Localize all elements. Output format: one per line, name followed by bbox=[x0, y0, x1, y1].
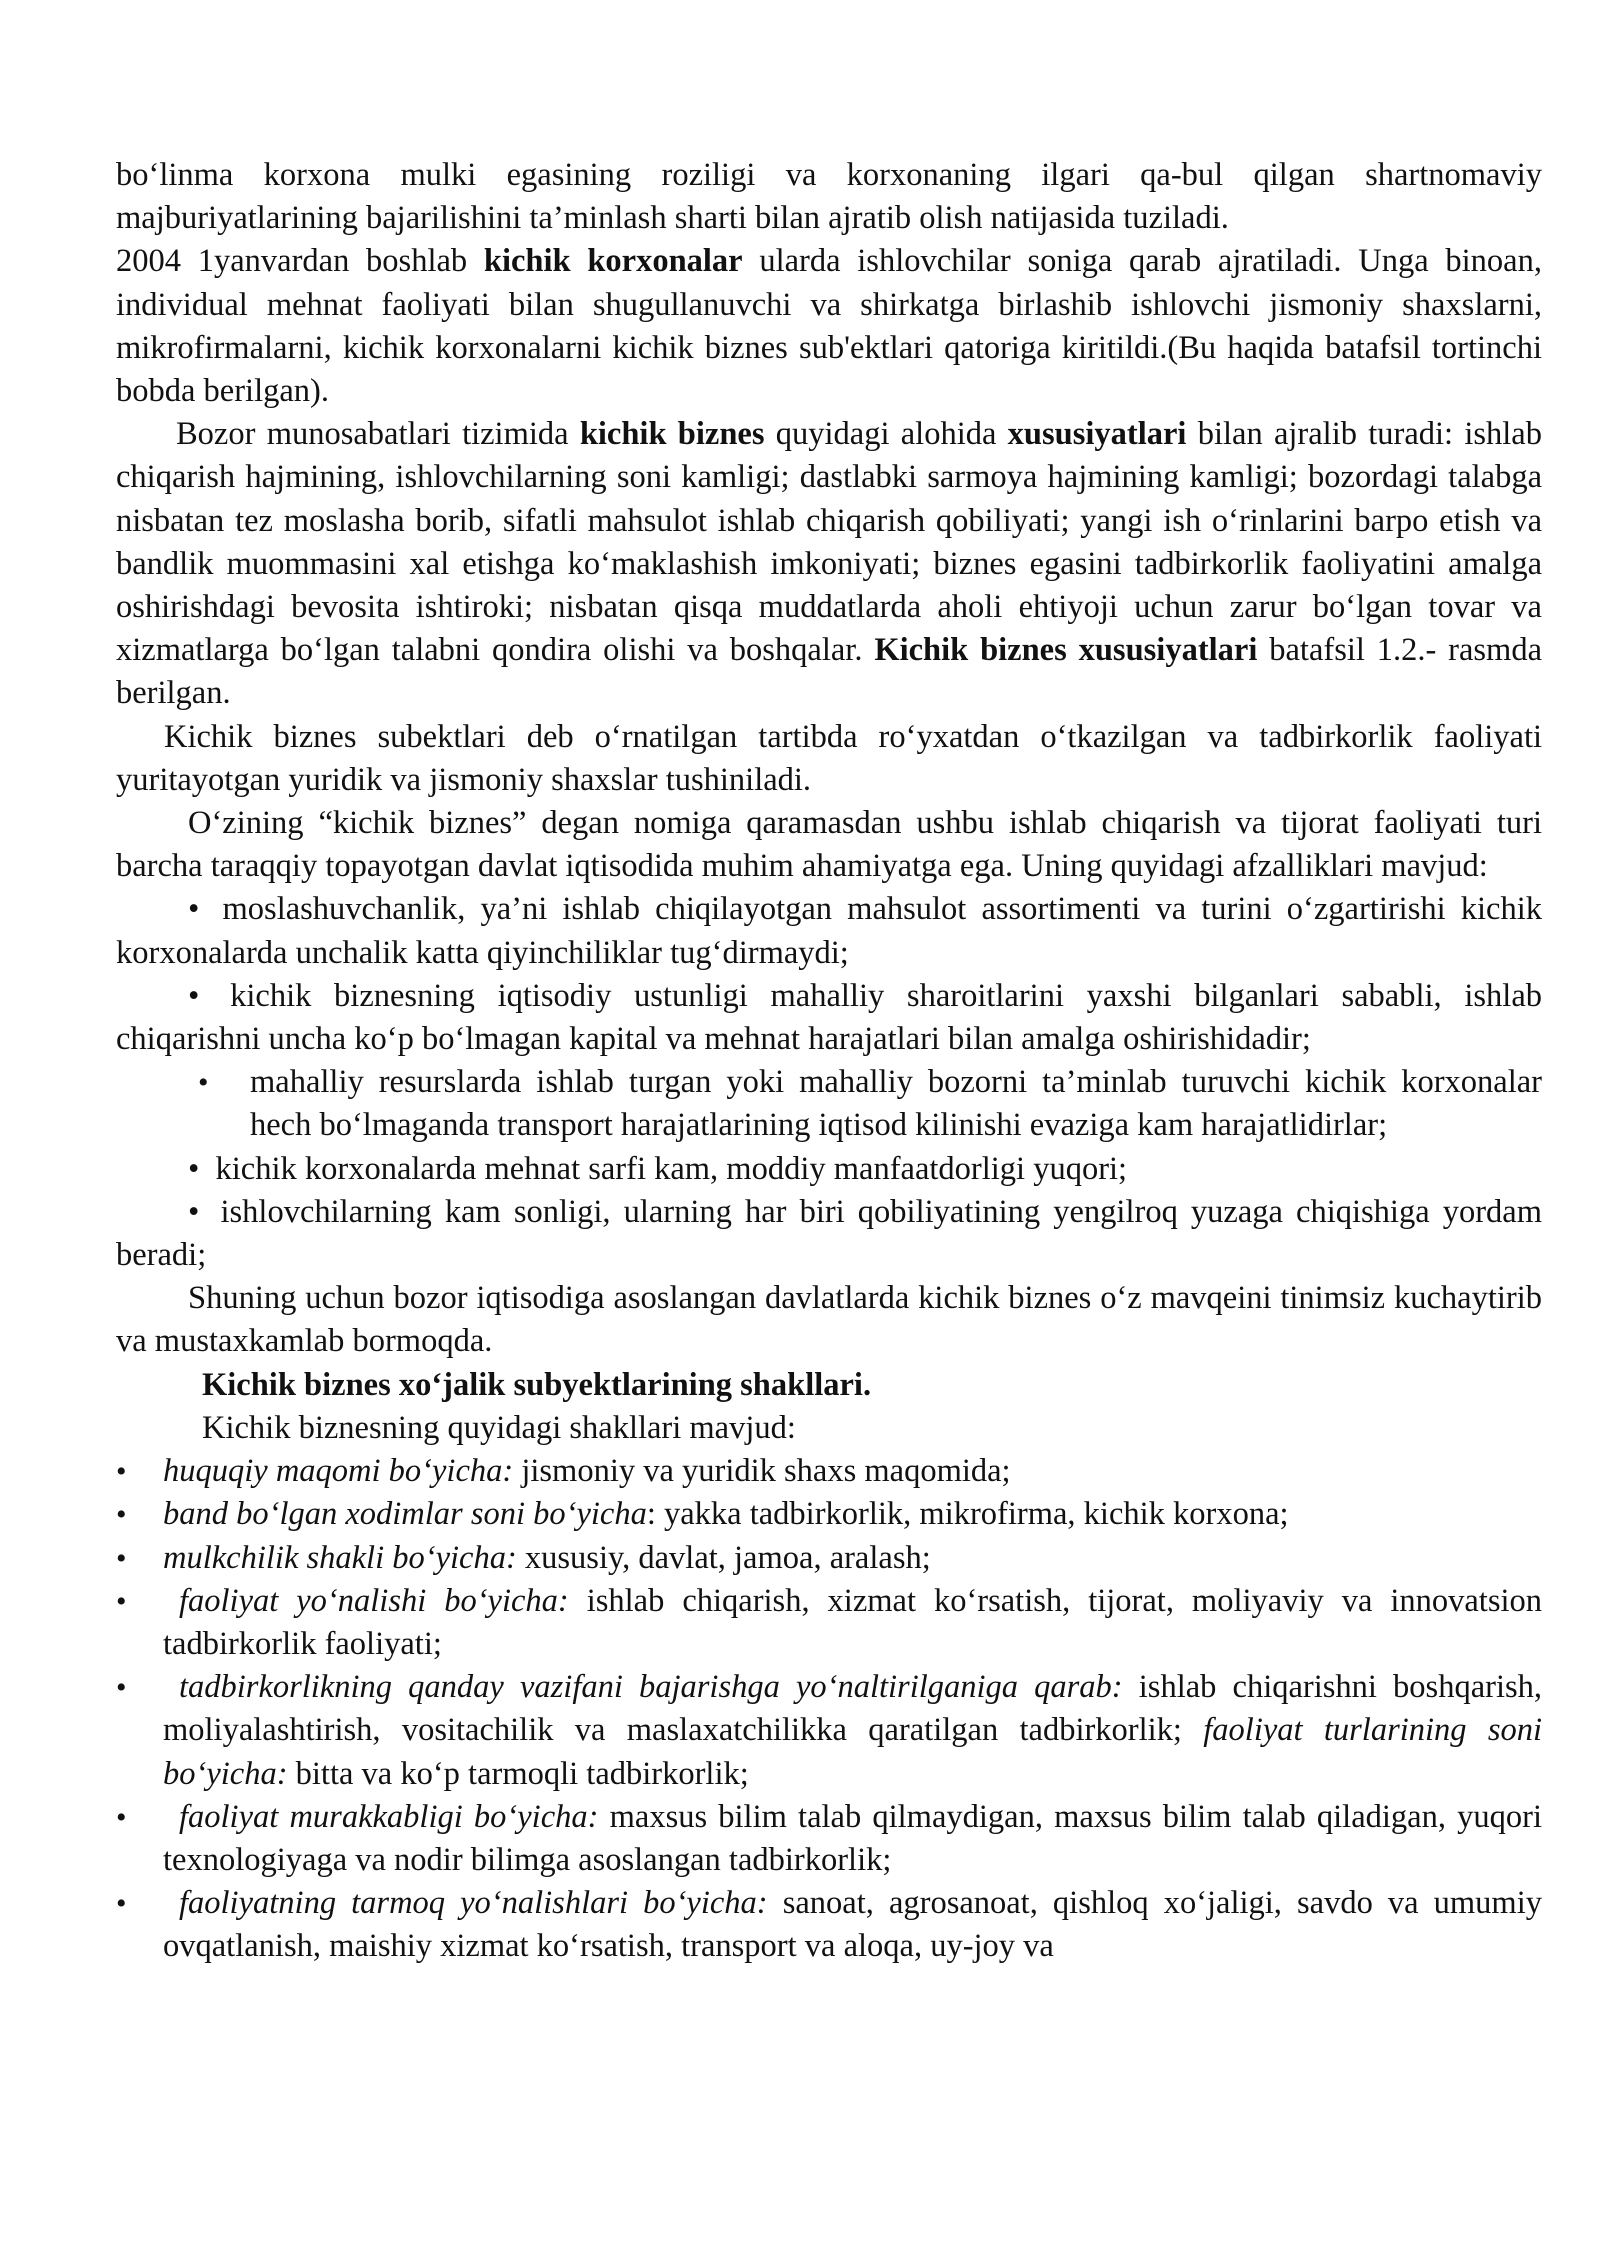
list-item: • mahalliy resurslarda ishlab turgan yoki mahalliy bozorni ta’minlab turuvchi kichik korxonalar hech bo‘lmaganda transport harajatlarining iqtisod kilinishi evaziga kam harajatlidirlar; bbox=[116, 1061, 1542, 1147]
list-item: • tadbirkorlikning qanday vazifani bajarishga yo‘naltirilganiga qarab: ishlab chiqarishni boshqarish, moliyalashtirish, vositachilik va maslaxatchilikka qaratilgan tadbirkorlik; faoliyat turlarining soni bo‘yicha: bitta va ko‘p tarmoqli tadbirkorlik; bbox=[116, 1666, 1542, 1796]
paragraph-continuation: bo‘linma korxona mulki egasining roziligi va korxonaning ilgari qa-bul qilgan shartnomaviy majburiyatlarining bajarilishini ta’minlash sharti bilan ajratib olish natijasida tuziladi. bbox=[116, 157, 1542, 237]
paragraph-forms-intro: Kichik biznesning quyidagi shakllari mavjud: bbox=[202, 1409, 796, 1446]
bullet-icon: • bbox=[116, 1671, 127, 1705]
bullet-icon: • bbox=[116, 1498, 127, 1532]
list-item: • huquqiy maqomi bo‘yicha: jismoniy va yuridik shaxs maqomida; bbox=[116, 1450, 1542, 1493]
bullet-icon: • bbox=[116, 1541, 127, 1575]
list-item: • ishlovchilarning kam sonligi, ularning har biri qobiliyatining yengilroq yuzaga chiqishiga yordam beradi; bbox=[116, 1193, 1542, 1274]
bullet-icon: • bbox=[116, 1800, 127, 1834]
bullet-icon: • bbox=[116, 1887, 127, 1921]
bullet-icon: • bbox=[188, 1150, 200, 1187]
list-item: • kichik korxonalarda mehnat sarfi kam, moddiy manfaatdorligi yuqori; bbox=[188, 1150, 1128, 1187]
list-item: • moslashuvchanlik, ya’ni ishlab chiqilayotgan mahsulot assortimenti va turini o‘zgartirishi kichik korxonalarda unchalik katta qiyinchiliklar tug‘dirmaydi; bbox=[116, 891, 1542, 971]
paragraph-conclusion: Shuning uchun bozor iqtisodiga asoslangan davlatlarda kichik biznes o‘z mavqeini tinimsiz kuchaytirib va mustaxkamlab bormoqda. bbox=[116, 1280, 1542, 1360]
document-page bbox=[116, 154, 1542, 1969]
paragraph-importance: O‘zining “kichik biznes” degan nomiga qaramasdan ushbu ishlab chiqarish va tijorat faoliyati turi barcha taraqqiy topayotgan davlat iqtisodida muhim ahamiyatga ega. Uning quyidagi afzalliklari mavjud: bbox=[116, 805, 1542, 885]
section-heading: Kichik biznes xo‘jalik subyektlarining shakllari. bbox=[202, 1366, 872, 1403]
list-item: • faoliyat yo‘nalishi bo‘yicha: ishlab chiqarish, xizmat ko‘rsatish, tijorat, moliyaviy va innovatsion tadbirkorlik faoliyati; bbox=[116, 1580, 1542, 1666]
list-item: • faoliyatning tarmoq yo‘nalishlari bo‘yicha: sanoat, agrosanoat, qishloq xo‘jaligi, savdo va umumiy ovqatlanish, maishiy xizmat ko‘rsatish, transport va aloqa, uy-joy va bbox=[116, 1882, 1542, 1968]
list-item: • faoliyat murakkabligi bo‘yicha: maxsus bilim talab qilmaydigan, maxsus bilim talab qiladigan, yuqori texnologiyaga va nodir bilimga asoslangan tadbirkorlik; bbox=[116, 1796, 1542, 1882]
list-item: • kichik biznesning iqtisodiy ustunligi mahalliy sharoitlarini yaxshi bilganlari sababli, ishlab chiqarishni uncha ko‘p bo‘lmagan kapital va mehnat harajatlari bilan amalga oshirishidadir; bbox=[116, 977, 1543, 1058]
forms-list bbox=[116, 1450, 1542, 1968]
bullet-icon: • bbox=[116, 1584, 127, 1618]
bullet-icon: • bbox=[198, 1066, 209, 1100]
list-item: • band bo‘lgan xodimlar soni bo‘yicha: yakka tadbirkorlik, mikrofirma, kichik korxona; bbox=[116, 1493, 1542, 1536]
paragraph-subjects: Kichik biznes subektlari deb o‘rnatilgan tartibda ro‘yxatdan o‘tkazilgan va tadbirkorlik faoliyati yuritayotgan yuridik va jismoniy shaxslar tushiniladi. bbox=[116, 718, 1542, 798]
bullet-icon: • bbox=[188, 891, 200, 928]
bullet-icon: • bbox=[116, 1455, 127, 1489]
bullet-icon: • bbox=[188, 1193, 200, 1230]
paragraph-features: Bozor munosabatlari tizimida kichik biznes quyidagi alohida xususiyatlari bilan ajralib turadi: ishlab chiqarish hajmining, ishlovchilarning soni kamligi; dastlabki sarmoya hajmining kamligi; bozordagi talabga nisbatan tez moslasha borib, sifatli mahsulot ishlab chiqarish qobiliyati; yangi ish o‘rinlarini barpo etish va bandlik muommasini xal etishga ko‘maklashish imkoniyati; biznes egasini tadbirkorlik faoliyatini amalga oshirishdagi bevosita ishtiroki; nisbatan qisqa muddatlarda aholi ehtiyoji uchun zarur bo‘lgan tovar va xizmatlarga bo‘lgan talabni qondira olishi va boshqalar. Kichik biznes xususiyatlari batafsil 1.2.- rasmda berilgan. bbox=[116, 416, 1543, 712]
paragraph-2004: 2004 1yanvardan boshlab kichik korxonalar ularda ishlovchilar soniga qarab ajratiladi. Unga binoan, individual mehnat faoliyati bilan shugullanuvchi va shirkatga birlashib ishlovchi jismoniy shaxslarni, mikrofirmalarni, kichik korxonalarni kichik biznes sub'ektlari qatoriga kiritildi.(Bu haqida batafsil tortinchi bobda berilgan). bbox=[116, 243, 1542, 410]
list-item: • mulkchilik shakli bo‘yicha: xususiy, davlat, jamoa, aralash; bbox=[116, 1537, 1542, 1580]
bullet-icon: • bbox=[188, 977, 200, 1014]
